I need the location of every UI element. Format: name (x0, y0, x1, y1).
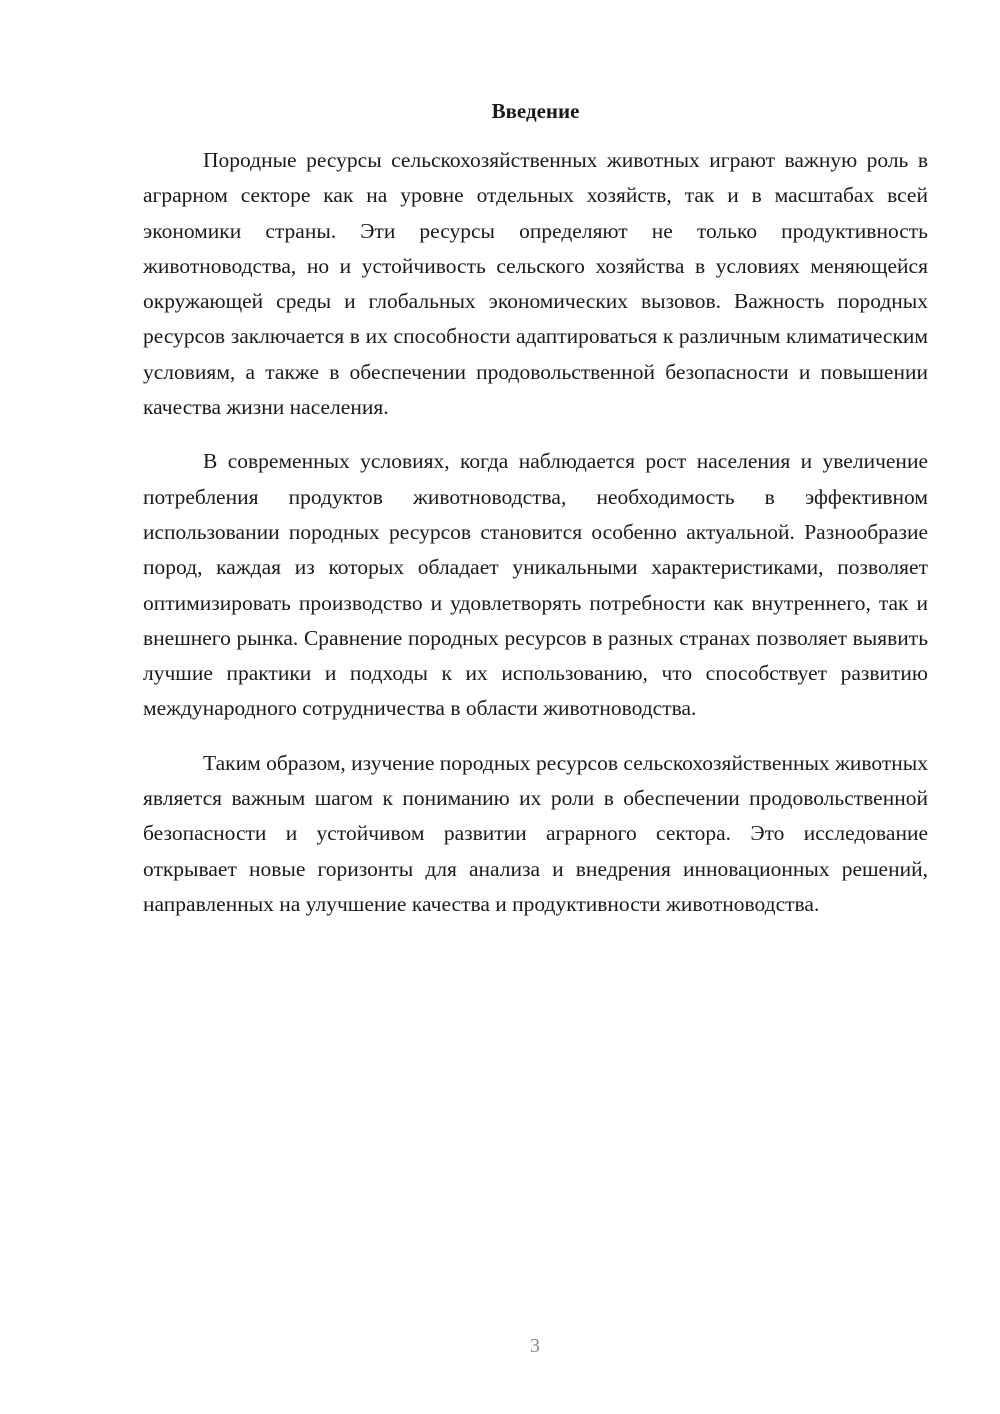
paragraph-3: Таким образом, изучение породных ресурсов сельскохозяйственных животных является важным шагом к пониманию их роли в обеспечении продовольственной безопасности и устойчивом развитии аграрного сектора. Это исследование открывает новые горизонты для анализа и внедрения инновационных решений, направленных на улучшение качества и продуктивности животноводства. (143, 750, 928, 916)
body-text (143, 143, 928, 922)
paragraph-2: В современных условиях, когда наблюдается рост населения и увеличение потребления продуктов животноводства, необходимость в эффективном использовании породных ресурсов становится особенно актуальной. Разнообразие пород, каждая из которых обладает уникальными характеристиками, позволяет оптимизировать производство и удовлетворять потребности как внутреннего, так и внешнего рынка. Сравнение породных ресурсов в разных странах позволяет выявить лучшие практики и подходы к их использованию, что способствует развитию международного сотрудничества в области животноводства. (143, 449, 928, 721)
page-number: 3 (530, 1335, 540, 1357)
paragraph-1: Породные ресурсы сельскохозяйственных животных играют важную роль в аграрном секторе как на уровне отдельных хозяйств, так и в масштабах всей экономики страны. Эти ресурсы определяют не только продуктивность животноводства, но и устойчивость сельского хозяйства в условиях меняющейся окружающей среды и глобальных экономических вызовов. Важность породных ресурсов заключается в их способности адаптироваться к различным климатическим условиям, а также в обеспечении продовольственной безопасности и повышении качества жизни населения. (143, 148, 928, 420)
section-title: Введение (491, 99, 580, 123)
